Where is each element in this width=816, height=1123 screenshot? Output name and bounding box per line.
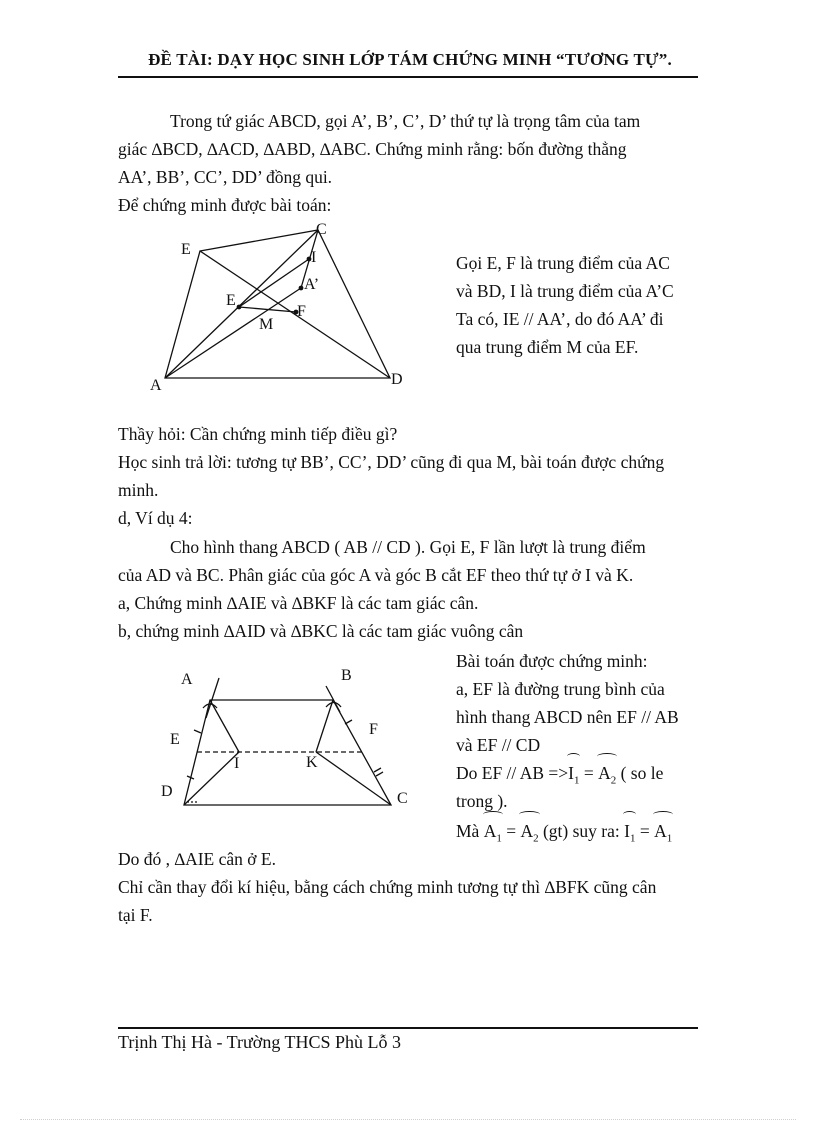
conclusion-line2: Chỉ cần thay đổi kí hiệu, bằng cách chứng minh tương tự thì ∆BFK cũng cân xyxy=(118,877,657,897)
footer-rule xyxy=(118,1027,698,1029)
label-a-prime: A’ xyxy=(304,276,320,293)
angle-i1: $I_1$ xyxy=(568,759,579,795)
label-a: A xyxy=(150,377,162,393)
trapezoid-figure xyxy=(155,660,425,810)
side2-line1: Bài toán được chứng minh: xyxy=(456,651,648,671)
problem3-line3: AA’, BB’, CC’, DD’ đồng qui. xyxy=(118,167,333,187)
label-c: C xyxy=(316,221,327,238)
problem3-line1: Trong tứ giác ABCD, gọi A’, B’, C’, D’ thứ tự là trọng tâm của tam xyxy=(170,111,641,131)
angle-b-arc xyxy=(326,703,341,708)
diagonal-ec xyxy=(200,251,390,378)
side2-line6: trong ). xyxy=(456,791,508,811)
label-i: I xyxy=(234,755,240,772)
conclusion-line1: Do đó , ∆AIE cân ở E. xyxy=(118,849,276,869)
tick-bf xyxy=(345,720,352,724)
label-i: I xyxy=(311,249,317,266)
example4-line1: Cho hình thang ABCD ( AB // CD ). Gọi E, F lần lượt là trung điểm xyxy=(170,537,646,557)
angle-a2: $A_2$ xyxy=(598,759,616,795)
side2-line7-mid: (gt) suy ra: xyxy=(542,821,620,841)
label-e-top: E xyxy=(181,241,191,258)
side2-line5: Do EF // AB $=>I_1 = A_2$ ( so le xyxy=(456,759,663,795)
problem3-line4: Để chứng minh được bài toán: xyxy=(118,195,332,215)
example4-line2: của AD và BC. Phân giác của góc A và góc B cắt EF theo thứ tự ở I và K. xyxy=(118,565,634,585)
side2-line5-pre: Do EF // AB => xyxy=(456,763,569,783)
label-a: A xyxy=(181,671,193,688)
bisector-bk xyxy=(316,700,333,752)
point-e xyxy=(237,305,242,310)
point-a-prime xyxy=(299,286,304,291)
header-rule xyxy=(118,76,698,78)
label-b: B xyxy=(341,667,352,684)
label-k: K xyxy=(306,754,318,771)
label-f: F xyxy=(369,721,378,738)
label-d: D xyxy=(391,371,403,388)
tick-fc-1 xyxy=(374,768,381,772)
tick-ae xyxy=(194,730,201,733)
label-m: M xyxy=(259,316,274,333)
segment-kc xyxy=(316,752,391,805)
side1-line1: Gọi E, F là trung điểm của AC xyxy=(456,253,670,273)
bisector-ai xyxy=(210,700,239,752)
page-bottom-border xyxy=(20,1119,796,1120)
page-header: ĐỀ TÀI: DẠY HỌC SINH LỚP TÁM CHỨNG MINH “TƯƠNG TỰ”. xyxy=(148,50,672,69)
side2-line7-pre: Mà xyxy=(456,821,480,841)
side2-line5-post: ( so le xyxy=(620,763,664,783)
example4-title: d, Ví dụ 4: xyxy=(118,508,193,528)
side2-line2: a, EF là đường trung bình của xyxy=(456,679,665,699)
angle-a2-b: $A_2$ xyxy=(520,817,538,853)
label-e: E xyxy=(170,731,180,748)
quadrilateral-figure xyxy=(140,218,410,393)
teacher-question: Thầy hỏi: Cần chứng minh tiếp điều gì? xyxy=(118,424,398,444)
angle-a1-b: $A_1$ xyxy=(654,817,672,853)
conclusion-line3: tại F. xyxy=(118,905,153,925)
angle-i1-b: $I_1$ xyxy=(624,817,635,853)
label-d: D xyxy=(161,783,173,800)
side2-line7: Mà $A_1 = A_2$ (gt) suy ra: $I_1 = A_1$ xyxy=(456,817,672,853)
side1-line4: qua trung điểm M của EF. xyxy=(456,337,639,357)
label-f: F xyxy=(297,303,306,320)
label-c: C xyxy=(397,790,408,807)
tick-fc-2 xyxy=(376,772,383,776)
student-answer-line2: minh. xyxy=(118,480,159,500)
label-e-mid: E xyxy=(226,292,236,309)
student-answer-line1: Học sinh trả lời: tương tự BB’, CC’, DD’ cũng đi qua M, bài toán được chứng xyxy=(118,452,665,472)
example4-part-b: b, chứng minh ∆AID và ∆BKC là các tam giác vuông cân xyxy=(118,621,524,641)
example4-part-a: a, Chứng minh ∆AIE và ∆BKF là các tam giác cân. xyxy=(118,593,479,613)
side1-line2: và BD, I là trung điểm của A’C xyxy=(456,281,674,301)
side1-line3: Ta có, IE // AA’, do đó AA’ đi xyxy=(456,309,664,329)
page-footer: Trịnh Thị Hà - Trường THCS Phù Lỗ 3 xyxy=(118,1032,402,1052)
angle-b-mark xyxy=(326,686,340,712)
problem3-line2: giác ∆BCD, ∆ACD, ∆ABD, ∆ABC. Chứng minh rằng: bốn đường thẳng xyxy=(118,139,627,159)
side2-line3: hình thang ABCD nên EF // AB xyxy=(456,707,679,727)
angle-a1: $A_1$ xyxy=(484,817,502,853)
side2-line4: và EF // CD xyxy=(456,735,541,755)
